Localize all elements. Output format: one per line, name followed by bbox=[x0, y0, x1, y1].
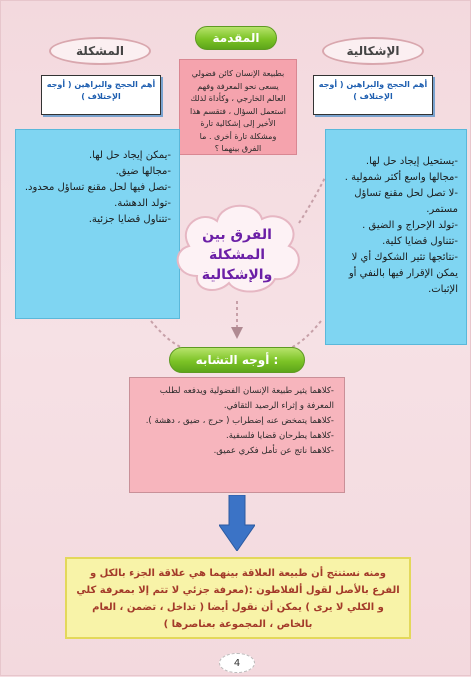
cloud-title-text: الفرق بين المشكلة والإشكالية bbox=[201, 227, 273, 283]
problem-features-list bbox=[24, 148, 171, 228]
problem-feature-item: -تصل فيها لحل مقنع تساؤل محدود. bbox=[24, 182, 171, 193]
header-problematic bbox=[322, 37, 424, 65]
label-differences-left bbox=[41, 75, 161, 115]
cloud-title bbox=[191, 225, 283, 283]
header-intro-label: المقدمة bbox=[212, 31, 260, 45]
header-problem bbox=[49, 37, 151, 65]
similarity-list bbox=[140, 384, 334, 459]
page-number-text: 4 bbox=[233, 657, 241, 669]
problem-feature-item: -تتناول قضايا جزئية. bbox=[88, 214, 171, 225]
similarity-title: أوجه التشابه : bbox=[195, 353, 279, 367]
label-differences-right bbox=[313, 75, 433, 115]
header-intro bbox=[195, 26, 277, 50]
similarity-box bbox=[129, 377, 345, 493]
header-problematic-label: الإشكالية bbox=[346, 44, 400, 58]
problematic-feature-item: -يستحيل إيجاد حل لها. bbox=[365, 156, 458, 167]
problem-feature-item: -يمكن إيجاد حل لها. bbox=[89, 150, 171, 161]
conclusion-box bbox=[65, 557, 411, 639]
similarity-item: -كلاهما يثير طبيعة الإنسان الفضولية ويدفعه لطلب المعرفة و إثراء الرصيد الثقافي. bbox=[159, 386, 334, 411]
header-problem-label: المشكلة bbox=[75, 44, 125, 58]
label-differences-left-text: أهم الحجج والبراهين ( أوجه الإختلاف ) bbox=[46, 80, 156, 101]
similarity-item: -كلاهما يتمخض عنه إضطراب ( حرج ، ضيق ، دهشة ). bbox=[145, 416, 334, 426]
problematic-features-list bbox=[334, 154, 458, 298]
label-differences-right-text: أهم الحجج والبراهين ( أوجه الإختلاف ) bbox=[318, 80, 428, 101]
problem-feature-item: -تولد الدهشة. bbox=[114, 198, 171, 209]
problematic-features-box bbox=[325, 129, 467, 345]
problematic-feature-item: -لا تصل لحل مقنع تساؤل مستمر. bbox=[354, 188, 458, 215]
similarity-item: -كلاهما يطرحان قضايا فلسفية. bbox=[226, 431, 334, 441]
intro-box bbox=[179, 59, 297, 155]
similarity-header bbox=[169, 347, 305, 373]
problematic-feature-item: -تتناول قضايا كلية. bbox=[382, 236, 458, 247]
intro-text: بطبيعة الإنسان كائن فضولي يسعى نحو المعرفة وفهم العالم الخارجي ، وكأداة لذلك استعمل السؤال ، فتقسم هذا الأخير إلى إشكالية تارة ومشكلة تارة أخرى . ما الفرق بينهما ؟ bbox=[190, 69, 286, 153]
problem-feature-item: -مجالها ضيق. bbox=[115, 166, 171, 177]
down-arrow-icon bbox=[219, 495, 255, 551]
problem-features-box bbox=[15, 129, 180, 319]
problematic-feature-item: -تولد الإحراج و الضيق . bbox=[362, 220, 458, 231]
page-number bbox=[219, 653, 255, 673]
similarity-item: -كلاهما ناتج عن تأمل فكري عميق. bbox=[213, 446, 334, 456]
problematic-feature-item: -مجالها واسع أكثر شمولية . bbox=[344, 172, 458, 183]
problematic-feature-item: -نتائجها تثير الشكوك أي لا يمكن الإقرار فيها بالنفي أو الإثبات. bbox=[348, 252, 458, 295]
conclusion-text: ومنه نستنتج أن طبيعة العلاقة بينهما هي علاقة الجزء بالكل و الفرع بالأصل لقول ألفلاطون :(معرفة جزئي لا تتم إلا بمعرفة كلي و الكلي لا يرى ) يمكن أن نقول أيضا ( تداخل ، تضمن ، العام بالخاص ، المجموعة بعناصرها ) bbox=[76, 568, 400, 630]
